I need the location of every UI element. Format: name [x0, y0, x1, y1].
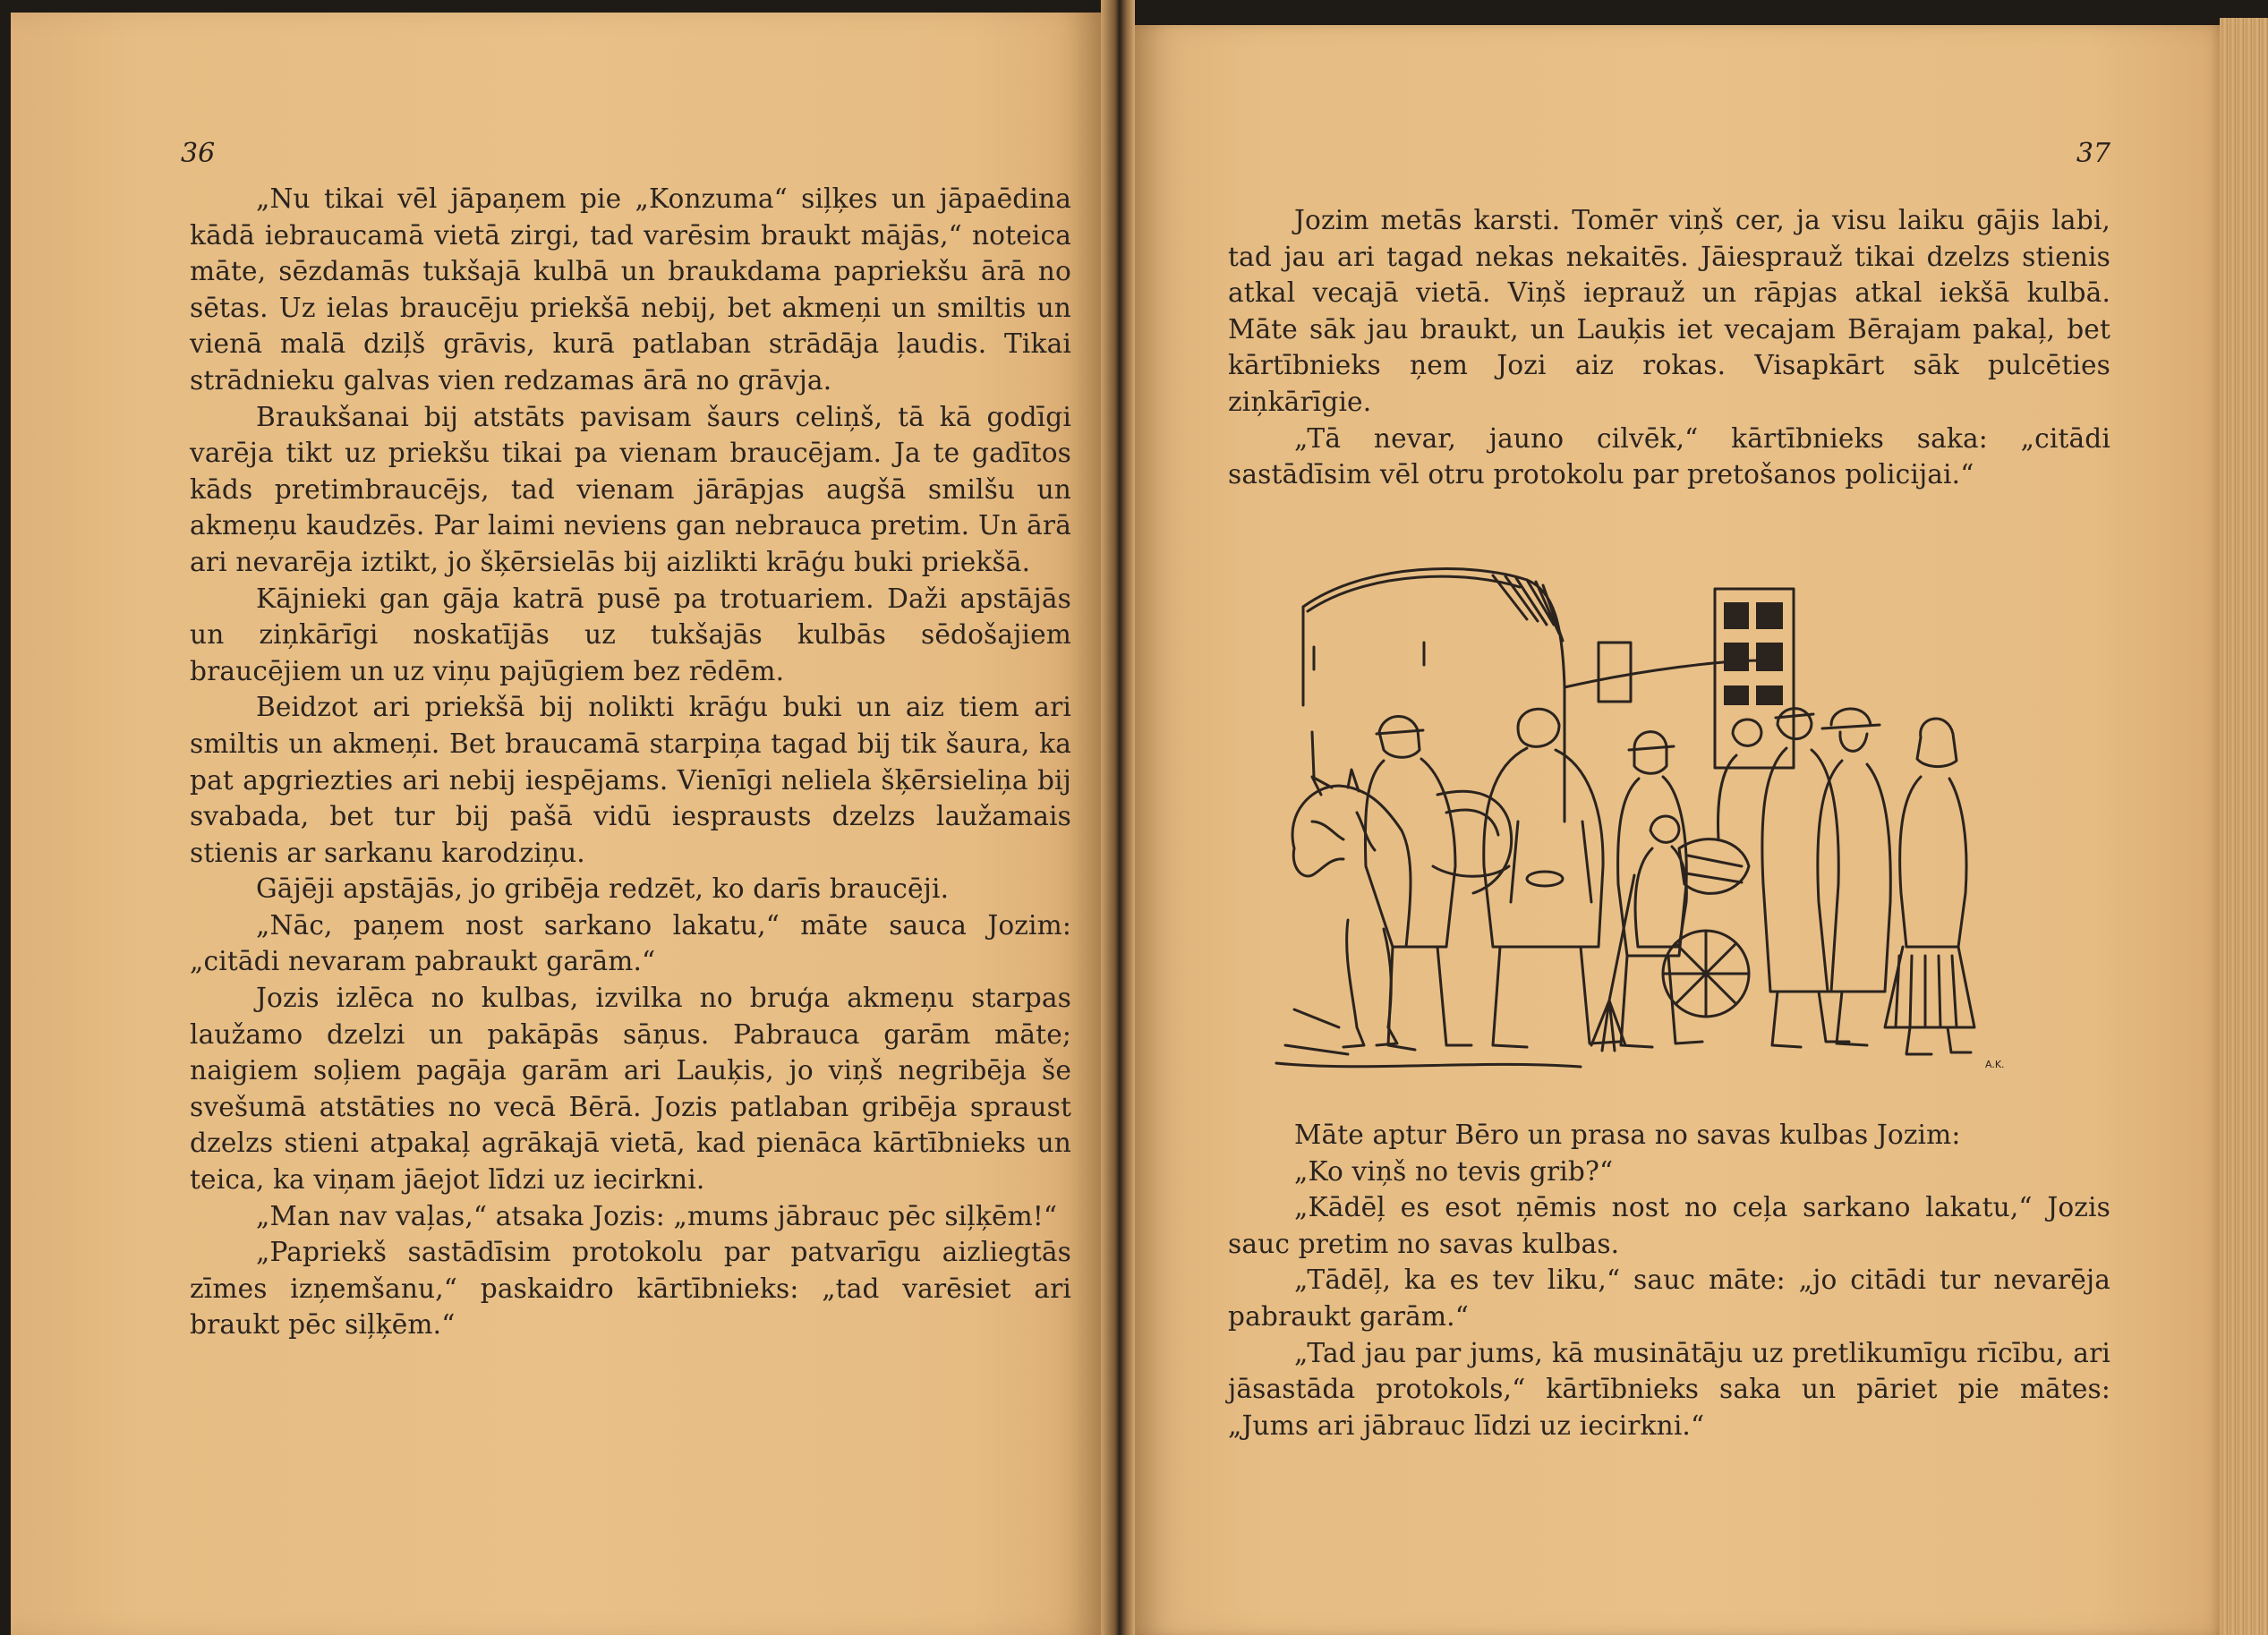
paragraph: Jozim metās karsti. Tomēr viņš cer, ja visu laiku gājis labi, tad jau ari tagad nekas nekaitēs. Jāiesprauž tikai dzelzs stienis atkal vecajā vietā. Viņš ieprauž un rāpjas atkal iekšā kulbā. Māte sāk jau braukt, un Lauķis iet vecajam Bērajam pakaļ, bet kārtībnieks ņem Jozi aiz rokas. Visapkārt sāk pulcēties ziņkārīgie.	[1228, 205, 2110, 417]
page-number-left: 36	[181, 138, 216, 169]
illustration-drawing	[1258, 526, 2100, 1099]
left-page	[11, 13, 1101, 1635]
paragraph: „Nu tikai vēl jāpaņem pie „Konzuma“ siļķes un jāpaēdina kādā iebraucamā vietā zirgi, tad varēsim braukt mājās,“ noteica māte, sēzdamās tukšajā kulbā un braukdama papriekšu ārā no sētas. Uz ielas braucēju priekšā nebij, bet akmeņi un smiltis un vienā malā dziļš grāvis, kurā patlaban strādāja ļaudis. Tikai strādnieku galvas vien redzamas ārā no grāvja.	[190, 183, 1071, 396]
paragraph: Beidzot ari priekšā bij nolikti krāģu buki un aiz tiem ari smiltis un akmeņi. Bet braucamā starpiņa tagad bij tik šaura, ka pat apgriezties ari nebij iespējams. Vienīgi neliela šķērsieliņa bij svabada, bet tur bij pašā vidū iesprausts dzelzs laužamais stienis ar sarkanu karodziņu.	[190, 692, 1071, 868]
paragraph: Gājēji apstājās, jo gribēja redzēt, ko darīs braucēji.	[256, 873, 950, 905]
page-edges	[2220, 18, 2268, 1635]
illustration-signature: A.K.	[1985, 1059, 2005, 1070]
book-gutter	[1101, 0, 1135, 1635]
paragraph: Braukšanai bij atstāts pavisam šaurs celiņš, tā kā godīgi varēja tikt uz priekšu tikai pa vienam braucējam. Ja te gadītos kāds pretimbraucējs, tad vienam jārāpjas augšā smilšu un akmeņu kaudzēs. Par laimi neviens gan nebrauca pretim. Un ārā ari nevarēja iztikt, jo šķērsielās bij aizlikti krāģu buki priekšā.	[190, 401, 1071, 577]
right-page	[1135, 25, 2220, 1635]
paragraph: „Tādēļ, ka es tev liku,“ sauc māte: „jo citādi tur nevarēja pabraukt garām.“	[1228, 1265, 2110, 1332]
paragraph: Māte aptur Bēro un prasa no savas kulbas Jozim:	[1294, 1120, 1961, 1150]
right-page-text-top	[1228, 202, 2110, 493]
paragraph: „Man nav vaļas,“ atsaka Jozis: „mums jābrauc pēc siļķēm!“	[256, 1200, 1058, 1231]
right-page-text-bottom	[1228, 1117, 2110, 1443]
street-scene-illustration	[1258, 526, 2100, 1099]
paragraph: Kājnieki gan gāja katrā pusē pa trotuariem. Daži apstājās un ziņkārīgi noskatījās uz tukšajās kulbās sēdošajiem braucējiem un uz viņu pajūgiem bez rēdēm.	[190, 583, 1071, 686]
page-number-right: 37	[2076, 138, 2110, 169]
left-page-text	[190, 181, 1071, 1343]
paragraph: „Kādēļ es esot ņēmis nost no ceļa sarkano lakatu,“ Jozis sauc pretim no savas kulbas.	[1228, 1192, 2110, 1259]
paragraph: Jozis izlēca no kulbas, izvilka no bruģa akmeņu starpas laužamo dzelzi un pakāpās sāņus. Pabrauca garām māte; naigiem soļiem pagāja garām ari Lauķis, jo viņš negribēja še svešumā atstāties no vecā Bērā. Jozis patlaban gribēja spraust dzelzs stieni atpakaļ agrākajā vietā, kad pienāca kārtībnieks un teica, ka viņam jāejot līdzi uz iecirkni.	[190, 983, 1071, 1196]
paragraph: „Papriekš sastādīsim protokolu par patvarīgu aizliegtās zīmes izņemšanu,“ paskaidro kārtībnieks: „tad varēsiet ari braukt pēc siļķēm.“	[190, 1237, 1071, 1341]
paragraph: „Tā nevar, jauno cilvēk,“ kārtībnieks saka: „citādi sastādīsim vēl otru protokolu par pretošanos policijai.“	[1228, 422, 2110, 490]
paragraph: „Tad jau par jums, kā musinātāju uz pretlikumīgu rīcību, ari jāsastāda protokols,“ kārtībnieks saka un pāriet pie mātes: „Jums ari jābrauc līdzi uz iecirkni.“	[1228, 1337, 2110, 1441]
paragraph: „Nāc, paņem nost sarkano lakatu,“ māte sauca Jozim: „citādi nevaram pabraukt garām.“	[190, 909, 1071, 977]
paragraph: „Ko viņš no tevis grib?“	[1294, 1155, 1614, 1187]
